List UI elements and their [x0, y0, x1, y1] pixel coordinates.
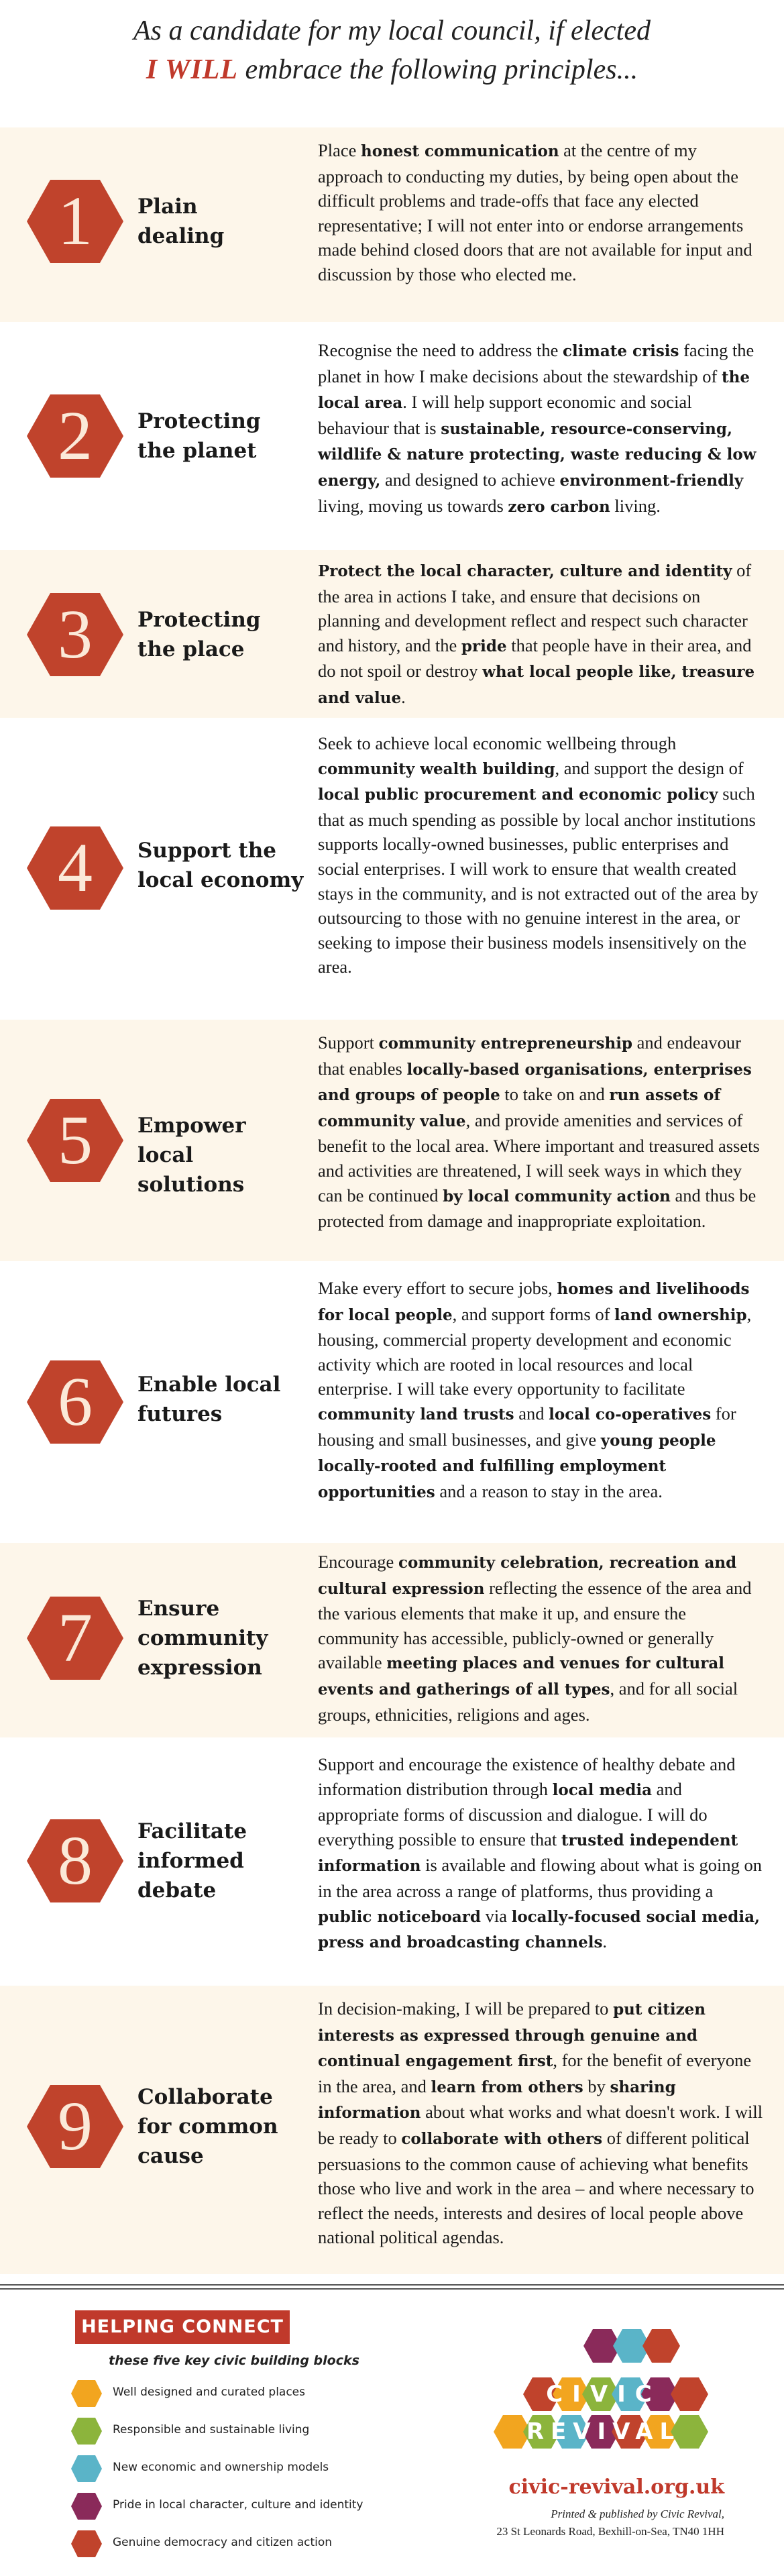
principle-title-line: cause	[137, 2144, 204, 2168]
logo-word-revival: REVIVAL	[526, 2418, 681, 2445]
body-text: and	[514, 1403, 549, 1424]
principle-title-line: Protecting	[137, 409, 261, 433]
principle-title-line: Plain	[137, 195, 198, 219]
principle-title-line: local economy	[137, 868, 304, 892]
principle-number-hexagon-icon	[25, 1818, 125, 1904]
body-emphasis: zero carbon	[508, 497, 610, 516]
body-emphasis: community land trusts	[318, 1405, 514, 1424]
body-emphasis: community entrepreneurship	[378, 1034, 633, 1053]
legend-label: New economic and ownership models	[113, 2461, 329, 2474]
footer-divider	[0, 2284, 784, 2286]
principle-5	[0, 1020, 784, 1261]
body-text: that people have in their area, and do not spoil or destroy	[318, 635, 752, 682]
body-text: of different political persuasions to the common cause of achieving what benefits those who live and work in the area – and where necessary to reflect the needs, interests and desires of local people above national political agendas.	[318, 2127, 754, 2248]
principle-title-line: Enable local	[137, 1373, 281, 1397]
legend-label: Pride in local character, culture and identity	[113, 2498, 363, 2512]
footer	[0, 2293, 784, 2576]
body-text: via	[480, 1905, 512, 1926]
principle-number-hexagon-icon	[25, 178, 125, 264]
legend-hexagon-icon	[70, 2379, 103, 2408]
body-emphasis: trusted independent information	[318, 1831, 738, 1876]
principle-number: 2	[58, 397, 93, 474]
legend-hexagon-icon	[70, 2529, 103, 2559]
body-emphasis: sharing information	[318, 2078, 676, 2123]
body-emphasis: climate crisis	[563, 342, 679, 360]
body-emphasis: sustainable, resource-conserving, wildlife & nature protecting, waste reducing & low energy,	[318, 419, 757, 490]
body-emphasis: what local people like, treasure and value	[318, 663, 755, 707]
principle-title-line: the planet	[137, 439, 257, 463]
body-text: , and support forms of	[452, 1303, 615, 1324]
principle-number: 7	[58, 1599, 93, 1676]
body-text: and a reason to stay in the area.	[435, 1481, 663, 1501]
logo-hexagon	[671, 2377, 708, 2411]
body-emphasis: public noticeboard	[318, 1907, 481, 1926]
body-text: about what works and what doesn't work. I will be ready to	[318, 2102, 763, 2148]
principle-body	[318, 558, 764, 711]
body-text: , housing, commercial property development and economic activity which are rooted in local resources and local enterprise. I will take every opportunity to facilitate	[318, 1303, 752, 1399]
principle-number: 5	[58, 1102, 93, 1179]
body-text: for housing and small businesses, and give	[318, 1403, 736, 1450]
body-emphasis: local public procurement and economic policy	[318, 786, 718, 804]
principle-number: 4	[58, 829, 93, 906]
body-text: living.	[610, 495, 661, 516]
body-text: at the centre of my approach to conducting my duties, by being open about the difficult problems and trade-offs that face any elected representative; I will not enter into or endorse arrangements made behind closed doors that are not available for input and discussion by those who elected me.	[318, 140, 752, 284]
principle-number-hexagon-icon	[25, 825, 125, 911]
principle-title-line: futures	[137, 1402, 223, 1426]
principle-title	[137, 192, 305, 251]
principle-title-line: Facilitate	[137, 1819, 247, 1843]
principle-title-line: Collaborate	[137, 2085, 273, 2109]
page-header	[0, 0, 784, 121]
principle-body	[318, 1996, 764, 2250]
principle-9	[0, 1986, 784, 2274]
principle-title	[137, 2082, 305, 2171]
principle-3	[0, 550, 784, 718]
civic-revival-logo	[483, 2326, 724, 2467]
principle-number-hexagon-icon	[25, 592, 125, 678]
body-text: , and support the design of	[555, 757, 744, 778]
principle-title	[137, 1370, 305, 1429]
body-text: of the area in actions I take, and ensure that decisions on planning and development reflect and respect such character and history, and the	[318, 560, 752, 655]
principle-title	[137, 836, 305, 895]
principle-6	[0, 1268, 784, 1536]
principle-body	[318, 338, 764, 519]
body-emphasis: honest communication	[361, 142, 559, 160]
header-emphasis: I WILL	[146, 54, 238, 85]
principle-title-line: community	[137, 1626, 268, 1650]
body-emphasis: community wealth building	[318, 759, 555, 778]
body-text: and designed to achieve	[380, 469, 560, 490]
principle-title	[137, 605, 305, 664]
body-emphasis: locally-based organisations, enterprises and groups of people	[318, 1060, 752, 1105]
legend-hexagon-icon	[70, 2491, 103, 2521]
body-text: and thus be protected from damage and inappropriate exploitation.	[318, 1185, 757, 1232]
principle-body	[318, 1550, 764, 1727]
principle-title	[137, 407, 305, 466]
principle-title-line: informed	[137, 1849, 244, 1873]
helping-connect-banner: HELPING CONNECT	[75, 2310, 290, 2344]
legend-label: Responsible and sustainable living	[113, 2423, 310, 2436]
principle-title	[137, 1111, 305, 1199]
header-line-2-rest: embrace the following principles...	[238, 54, 638, 85]
body-text: Support	[318, 1032, 379, 1053]
principle-body	[318, 1752, 764, 1955]
body-emphasis: land ownership	[614, 1305, 747, 1324]
principle-7	[0, 1543, 784, 1737]
body-text: Make every effort to secure jobs,	[318, 1278, 557, 1298]
principle-body	[318, 731, 764, 979]
body-emphasis: learn from others	[431, 2078, 583, 2096]
body-text: to take on and	[500, 1084, 610, 1105]
body-emphasis: the local area	[318, 368, 750, 413]
body-text: Recognise the need to address the	[318, 340, 563, 360]
body-text: .	[401, 686, 406, 707]
body-emphasis: environment-friendly	[559, 471, 744, 490]
footer-divider-2	[0, 2288, 784, 2290]
body-emphasis: meeting places and venues for cultural events and gatherings of all types	[318, 1654, 725, 1699]
body-text: Encourage	[318, 1552, 398, 1572]
principle-2	[0, 329, 784, 543]
body-emphasis: local co-operatives	[549, 1405, 712, 1424]
principle-number: 6	[58, 1363, 93, 1440]
website-link[interactable]: civic-revival.org.uk	[508, 2475, 724, 2499]
body-emphasis: by local community action	[443, 1187, 671, 1205]
printed-prefix: Printed & published by	[551, 2508, 658, 2520]
body-emphasis: young people locally-rooted and fulfilling employment opportunities	[318, 1431, 716, 1501]
legend-label: Genuine democracy and citizen action	[113, 2536, 333, 2549]
body-text: , for the benefit of everyone in the area, and	[318, 2050, 752, 2096]
body-text: and appropriate forms of discussion and dialogue. I will do everything possible to ensure that	[318, 1778, 708, 1849]
principle-title-line: Protecting	[137, 608, 261, 632]
principle-body	[318, 138, 764, 287]
body-text: facing the planet in how I make decisions about the stewardship of	[318, 340, 754, 386]
principle-number-hexagon-icon	[25, 1359, 125, 1445]
legend-hexagon-icon	[70, 2416, 103, 2446]
principle-title-line: Support the	[137, 839, 276, 863]
body-emphasis: run assets of community value	[318, 1086, 721, 1130]
body-text: Place	[318, 140, 361, 160]
principle-number-hexagon-icon	[25, 2084, 125, 2169]
principle-number: 8	[58, 1822, 93, 1899]
body-text: and endeavour that enables	[318, 1032, 741, 1079]
address: 23 St Leonards Road, Bexhill-on-Sea, TN40 1HH	[496, 2525, 724, 2538]
logo-hexagon	[642, 2329, 680, 2363]
principle-number-hexagon-icon	[25, 1097, 125, 1183]
principle-title-line: debate	[137, 1878, 217, 1902]
logo-word-civic: CIVIC	[546, 2381, 661, 2408]
body-emphasis: community celebration, recreation and cultural expression	[318, 1554, 737, 1598]
principle-title-line: expression	[137, 1656, 262, 1680]
principle-number: 9	[58, 2088, 93, 2165]
body-emphasis: pride	[461, 637, 507, 655]
logo-hex-cluster-icon	[483, 2326, 724, 2467]
helping-connect-subtitle: these five key civic building blocks	[109, 2353, 359, 2368]
body-text: , and for all social groups, ethnicities, religions and ages.	[318, 1678, 738, 1725]
principle-number-hexagon-icon	[25, 393, 125, 479]
header-line-1: As a candidate for my local council, if elected	[133, 15, 651, 46]
principle-number: 1	[58, 182, 93, 260]
legend-hexagon-icon	[70, 2454, 103, 2483]
body-emphasis: local media	[552, 1780, 653, 1799]
principle-title-line: the place	[137, 637, 245, 661]
body-emphasis: Protect the local character, culture and identity	[318, 562, 732, 580]
principle-title-line: for common	[137, 2114, 278, 2139]
body-emphasis: collaborate with others	[401, 2129, 603, 2148]
body-text: .	[602, 1931, 608, 1952]
printed-name: Civic Revival,	[657, 2508, 724, 2520]
legend-label: Well designed and curated places	[113, 2385, 305, 2399]
body-text: , and provide amenities and services of benefit to the local area. Where important and treasured assets and activities are threatened, I will seek ways in which they can be continued	[318, 1110, 760, 1205]
principle-title-line: Empower local	[137, 1114, 246, 1167]
principle-title	[137, 1817, 305, 1905]
body-emphasis: locally-focused social media, press and broadcasting channels	[318, 1907, 760, 1952]
body-text: Support and encourage the existence of healthy debate and information distribution through	[318, 1754, 736, 1799]
principle-title-line: dealing	[137, 224, 225, 248]
printed-by	[429, 2508, 724, 2521]
principle-8	[0, 1744, 784, 1979]
body-text: is available and flowing about what is going on in the area across a range of platforms, thus providing a	[318, 1855, 763, 1901]
body-text: by	[583, 2076, 610, 2096]
header-line-2	[0, 54, 784, 86]
body-text: In decision-making, I will be prepared to	[318, 1998, 614, 2019]
body-text: living, moving us towards	[318, 495, 508, 516]
body-text: . I will help support economic and social behaviour that is	[318, 392, 692, 438]
body-text: reflecting the essence of the area and the various elements that make it up, and ensure the community has accessible, publicly-owned or generally available	[318, 1577, 752, 1673]
body-text: Seek to achieve local economic wellbeing through	[318, 733, 677, 753]
principle-number: 3	[58, 596, 93, 673]
principle-title	[137, 1594, 305, 1682]
body-text: such that as much spending as possible by local anchor institutions supports locally-owned businesses, public enterprises and social enterprises. I will work to ensure that wealth created stays in the community, and is not extracted out of the area by outsourcing to those with no genuine interest in the area, or seeking to impose their business models insensitively on the area.	[318, 784, 759, 977]
principle-4	[0, 724, 784, 1013]
principle-number-hexagon-icon	[25, 1595, 125, 1681]
principle-title-line: Ensure	[137, 1597, 220, 1621]
principle-body	[318, 1030, 764, 1234]
principle-1	[0, 127, 784, 322]
body-emphasis: put citizen interests as expressed through genuine and continual engagement first	[318, 2000, 706, 2071]
principle-title-line: solutions	[137, 1173, 245, 1197]
body-emphasis: homes and livelihoods for local people	[318, 1280, 750, 1324]
principle-body	[318, 1276, 764, 1505]
